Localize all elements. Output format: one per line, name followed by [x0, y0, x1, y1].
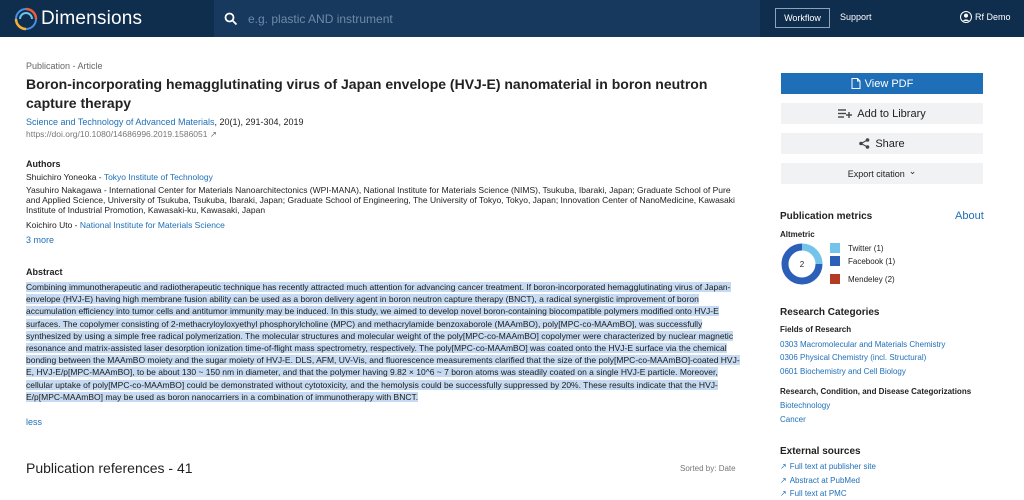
- abstract-text[interactable]: [26, 281, 746, 403]
- share-icon: [859, 138, 870, 149]
- author-item: [26, 172, 746, 182]
- abstract-heading: Abstract: [26, 267, 63, 277]
- legend-label: Twitter (1): [848, 243, 884, 253]
- add-to-library-label: Add to Library: [857, 107, 926, 120]
- legend-label: Mendeley (2): [848, 274, 895, 284]
- publication-type: Publication - Article: [26, 61, 103, 71]
- authors-heading: Authors: [26, 159, 61, 169]
- author-affiliation-link[interactable]: National Institute for Materials Science: [79, 220, 225, 230]
- publication-metrics-heading: Publication metrics: [780, 211, 873, 222]
- field-of-research-link[interactable]: 0306 Physical Chemistry (incl. Structural): [780, 353, 927, 362]
- author-name[interactable]: Yasuhiro Nakagawa: [26, 185, 102, 195]
- author-affiliation-link[interactable]: Tokyo Institute of Technology: [103, 172, 213, 182]
- altmetric-score: 2: [799, 260, 805, 269]
- publication-references-heading: Publication references - 41: [26, 460, 193, 476]
- legend-item-twitter: [830, 243, 884, 253]
- user-icon: [960, 11, 972, 23]
- external-source-label[interactable]: Abstract at PubMed: [789, 476, 860, 485]
- external-source-link[interactable]: [780, 476, 860, 485]
- author-name[interactable]: Shuichiro Yoneoka: [26, 172, 97, 182]
- external-source-label[interactable]: Full text at publisher site: [789, 462, 876, 471]
- view-pdf-button[interactable]: [781, 73, 983, 94]
- external-sources-heading: External sources: [780, 446, 861, 457]
- workflow-button[interactable]: Workflow: [775, 8, 830, 28]
- export-citation-button[interactable]: [781, 163, 983, 184]
- author-item: [26, 220, 746, 230]
- dimensions-logo[interactable]: [14, 7, 142, 31]
- about-metrics-link[interactable]: About: [955, 210, 984, 222]
- external-source-link[interactable]: [780, 489, 847, 498]
- legend-item-mendeley: [830, 274, 895, 284]
- external-source-link[interactable]: [780, 462, 876, 471]
- author-separator: -: [101, 185, 110, 195]
- journal-link[interactable]: Science and Technology of Advanced Materials: [26, 117, 215, 127]
- abstract-less-link[interactable]: less: [26, 417, 43, 427]
- altmetric-label: Altmetric: [780, 230, 815, 239]
- publication-title: Boron-incorporating hemagglutinating virus of Japan envelope (HVJ-E) nanomaterial in boron neutron capture therapy: [26, 76, 708, 111]
- search-input[interactable]: [248, 12, 728, 26]
- user-menu[interactable]: [960, 11, 1011, 23]
- top-navigation-bar: [0, 0, 1024, 37]
- journal-citation: [26, 117, 304, 127]
- author-name[interactable]: Koichiro Uto: [26, 220, 73, 230]
- research-categories-heading: Research Categories: [780, 307, 880, 318]
- external-link-icon: ↗: [780, 489, 787, 498]
- journal-details: , 20(1), 291-304, 2019: [214, 117, 304, 127]
- abstract-highlighted-text[interactable]: Combining immunotherapeutic and radiotherapeutic technique has recently attracted much attention for advancing cancer treatment. If boron-incorporated hemagglutinating virus of Japan-envelope (HVJ-E) having high membrane fusion ability can be used as a boron delivery agent in boron neutron capture therapy (BNCT), a radical synergistic improvement of boron accumulation efficiency into tumor cells and antitumor immunity may be induced. In this study, we aimed to develop novel boron-containing biocompatible polymers modified onto HVJ-E surfaces. The copolymer consisting of 2-methacryloyloxyethyl phosphorylcholine (MPC) and methacrylamide benzoxaborole (MAAmBO), poly[MPC-co-MAAmBO], was successfully synthesized by using a simple free radical polymerization. The molecular structures and molecular weight of the poly[MPC-co-MAAmBO] copolymer were characterized by nuclear magnetic resonance and matrix-assisted laser desorption ionization time-of-flight mass spectrometry, respectively. The poly[MPC-co-MAAmBO] was coated onto the HVJ-E surface via the chemical bonding between the MAAmBO moiety and the sugar moiety of HVJ-E. DLS, AFM, UV-Vis, and fluorescence measurements clarified that the size of the poly[MPC-co-MAAmBO]-coated HVJ-E, HVJ-E/p[MPC-MAAmBO], to be about 130 ~ 150 nm in diameter, and that the polymer having 9.82 × 10^6 ~ 7 boron atoms was steadily coated on a single HVJ-E particle. Moreover, cellular uptake of poly[MPC-co-MAAmBO] could be demonstrated without cytotoxicity, and the hemolysis could be successfully suppressed by 20%. These results indicate that the HVJ-E/p[MPC-MAAmBO] may be used as boron nanocarriers in a combination of immunotherapy with BNCT.: [26, 282, 740, 402]
- mendeley-swatch: [830, 274, 840, 284]
- search-icon[interactable]: [224, 12, 238, 26]
- external-link-icon: ↗: [209, 129, 217, 139]
- author-separator: -: [72, 220, 80, 230]
- legend-label: Facebook (1): [848, 256, 896, 266]
- external-source-label[interactable]: Full text at PMC: [789, 489, 847, 498]
- field-of-research-link[interactable]: 0303 Macromolecular and Materials Chemistry: [780, 340, 946, 349]
- view-pdf-label: View PDF: [864, 77, 914, 90]
- user-name: Rf Demo: [975, 12, 1011, 22]
- more-authors-link[interactable]: 3 more: [26, 235, 55, 245]
- rcdc-link[interactable]: Cancer: [780, 415, 806, 424]
- dimensions-logo-icon: [14, 7, 38, 31]
- sort-control[interactable]: Sorted by: Date: [680, 464, 736, 473]
- rcdc-heading: Research, Condition, and Disease Categorizations: [780, 387, 972, 396]
- doi-text[interactable]: https://doi.org/10.1080/14686996.2019.1586051: [26, 129, 208, 139]
- support-link[interactable]: Support: [840, 12, 872, 22]
- twitter-swatch: [830, 243, 840, 253]
- external-link-icon: ↗: [780, 476, 787, 485]
- pdf-icon: [851, 78, 861, 89]
- author-item: [26, 185, 746, 215]
- add-to-library-button[interactable]: [781, 103, 983, 124]
- external-link-icon: ↗: [780, 462, 787, 471]
- fields-of-research-heading: Fields of Research: [780, 325, 852, 334]
- facebook-swatch: [830, 256, 840, 266]
- chevron-down-icon: ⌄: [908, 166, 917, 176]
- legend-item-facebook: [830, 256, 895, 266]
- rcdc-link[interactable]: Biotechnology: [780, 401, 831, 410]
- export-citation-label: Export citation: [847, 168, 905, 179]
- author-separator: -: [96, 172, 104, 182]
- add-to-library-icon: [838, 108, 852, 119]
- doi-link[interactable]: [26, 129, 217, 140]
- author-affiliation: International Center for Materials Nanoarchitectonics (WPI-MANA), National Institute for Materials Science (NIMS), Tsukuba, Ibaraki, Japan; Graduate School of Pure and Applied Science, University of Tsukuba, Tsukuba, Ibaraki, Japan; Graduate School of Engineering, The University of Tokyo, Tokyo, Japan; Innovation Center of NanoMedicine, Kawasaki Institute of Industrial Promotion, Kawasaki-ku, Kawasaki, Japan: [26, 185, 735, 215]
- altmetric-donut[interactable]: [781, 243, 823, 285]
- search-bar[interactable]: [214, 0, 760, 37]
- share-button[interactable]: [781, 133, 983, 154]
- field-of-research-link[interactable]: 0601 Biochemistry and Cell Biology: [780, 367, 906, 376]
- brand-name: Dimensions: [41, 8, 143, 29]
- share-label: Share: [875, 137, 905, 150]
